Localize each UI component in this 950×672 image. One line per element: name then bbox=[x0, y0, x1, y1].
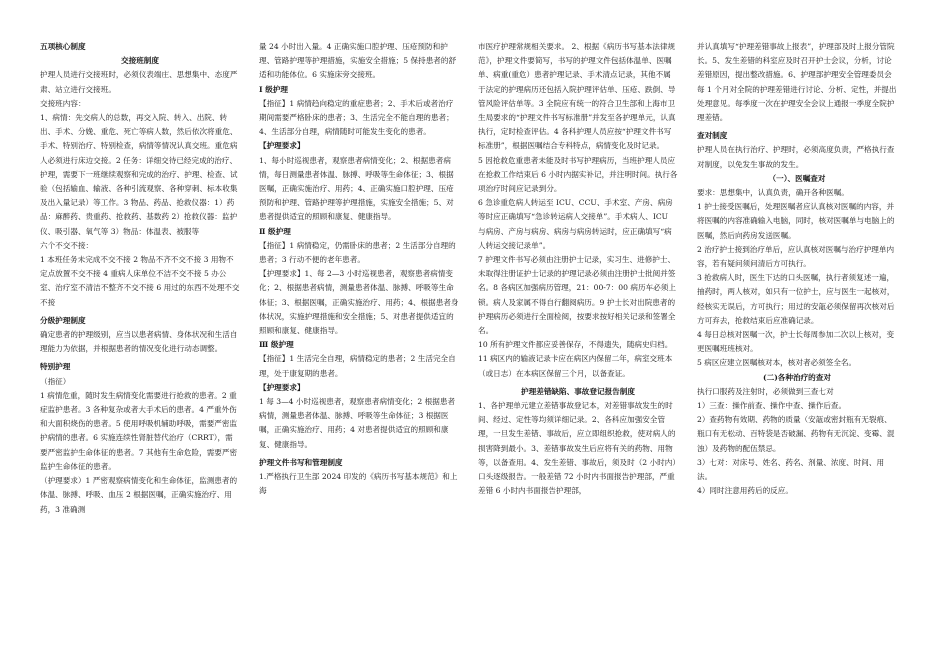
paragraph: 5 病区应建立医嘱核对本，核对者必须签全名。 bbox=[697, 358, 857, 368]
paragraph: 5 因抢救危重患者未能及时书写护理病历，当班护理人员应在抢救工作结束后 6 小时内据实补记，并注明时间。执行各项治疗时间应记录到分。 bbox=[478, 155, 678, 194]
paragraph: 1、病情：先交病人的总数，再交入院、转入、出院、转出、手术、分娩、重危、死亡等病人数，然后依次将重危、手术、特别治疗、特别检查，病情等情况认真交班。重危病人必须进行床边交接。2 任务：详细交待已经完成的治疗、护理，需要下一班继续观察和完成的治疗、护理、检查、试验（包括输血、输液、各种引流观察、各种穿刺、标本收集及出入量记录）等工作。3 物品、药品、抢救仪器：1）药品：麻醉药、贵重药、抢救药、基数药 2）抢救仪器：监护仪、吸引器、氧气等 3）物品：体温表、被服等 bbox=[40, 113, 238, 236]
section-heading: （一）、医嘱查对 bbox=[768, 173, 826, 183]
section-heading: (二)各种治疗的查对 bbox=[763, 372, 831, 382]
paragraph: 【指征】1 病情趋向稳定的重症患者；2、手术后或者治疗期间需要严格卧床的患者；3、生活完全不能自理的患者；4、生活部分自理，病情随时可能发生变化的患者。 bbox=[259, 98, 454, 137]
paragraph: 2 治疗护士接到治疗单后，应认真核对医嘱与治疗护理单内容，若有疑问须问清后方可执行。 bbox=[697, 244, 895, 269]
paragraph: 1）三查：操作前查、操作中查、操作后查。 bbox=[697, 401, 847, 411]
section-heading: 分级护理制度 bbox=[40, 315, 86, 325]
paragraph: 1.严格执行卫生部 2024 印发的《病历书写基本规范》和上海 bbox=[259, 472, 458, 496]
paragraph: 4）同时注意用药后的反应。 bbox=[697, 486, 793, 496]
paragraph: 市医疗护理常规相关要求。 2、根据《病历书写基本法律规范》，护理文件要简写，书写的护理文件包括体温单、医嘱单、病重(重危）患者护理记录、手术清点记录，其他不属于法定的护理病历还包括入院护理评估单、压疮、跌倒、导管风险评估单等。3 全院应有统一的符合卫生部和上海市卫生局要求的“护理文件书写标准册”并发至各护理单元，认真执行，定时检查评估。4 各科护理人员应按“护理文件书写标准册”，根据医嘱结合专科特点，病情变化及时记录。 bbox=[478, 42, 676, 151]
paragraph: 交接班内容： bbox=[40, 98, 86, 108]
paragraph: 1、每小时巡视患者，观察患者病情变化；2、根据患者病情，每日测量患者体温、脉搏、呼吸等生命体征；3、根据医嘱，正确实施治疗、用药；4、正确实施口腔护理、压疮预防和护理、管路护理等护理措施，实施安全措施；5、对患者提供适宜的照顾和康复、健康指导。 bbox=[259, 155, 454, 222]
section-heading: 特别护理 bbox=[40, 362, 71, 372]
column-2 bbox=[259, 40, 459, 499]
section-heading: 查对制度 bbox=[697, 131, 728, 141]
paragraph: 【指征】1 病情稳定，仍需卧床的患者；2 生活部分自理的患者；3 行动不便的老年患者。 bbox=[259, 240, 456, 265]
paragraph: 六个不交不接： bbox=[40, 240, 94, 250]
column-4 bbox=[697, 40, 897, 499]
paragraph: 1 病情危重，随时发生病情变化需要进行抢救的患者。2 重症监护患者。3 各种复杂或者大手术后的患者。4 严重外伤和大面积烧伤的患者。5 使用呼吸机辅助呼吸，需要严密监护病情的患者。6 实施连续性肾脏替代治疗（CRRT），需要严密监护生命体征的患者。7 其他有生命危险，需要严密监护生命体征的患者。 bbox=[40, 390, 238, 471]
paragraph: 护理人员在执行治疗、护理时，必须高度负责，严格执行查对制度，以免发生事故的发生。 bbox=[697, 145, 895, 169]
section-heading: Ⅲ 级护理 bbox=[259, 340, 294, 350]
column-1 bbox=[40, 40, 240, 517]
paragraph: 10 所有护理文件都应妥善保存，不得遗失，随病史归档。 bbox=[478, 340, 673, 350]
section-heading: 五项核心制度 bbox=[40, 42, 86, 51]
paragraph: 7 护理文件书写必须由注册护士记录，实习生、进修护士、未取得注册证护士记录的护理记录必须由注册护士批阅并签名。8 各病区加强病历管理，21：00-7：00 病历车必须上锁。病人及家属不得自行翻阅病历。9 护士长对出院患者的护理病历必须进行全面检阅，按要求按好相关记录和签署全名。 bbox=[478, 255, 676, 336]
section-heading: 【护理要求】 bbox=[259, 141, 305, 151]
paragraph: 护理人员进行交接班时，必须仪表端庄、思想集中、态度严肃、站立进行交接班。 bbox=[40, 70, 238, 94]
section-heading: 【护理要求】 bbox=[259, 382, 305, 392]
paragraph: 执行口服药及注射时，必须做到三查七对 bbox=[697, 386, 834, 396]
paragraph: 并认真填写“护理差错事故上报表”，护理部及时上报分管院长。5、发生差错的科室应及时召开护士会议，分析，讨论差错原因，提出整改措施。6、护理部护理安全管理委员会每 1 个月对全院的护理差错进行讨论、分析、定性，并提出处理意见。每季度一次在护理安全会议上通报一季度全院护理差错。 bbox=[697, 42, 897, 123]
section-heading: Ⅱ 级护理 bbox=[259, 226, 291, 236]
paragraph: 3 抢救病人时，医生下达的口头医嘱，执行者须复述一遍，抽药时，两人核对，如只有一位护士，应与医生一起核对，经核实无误后，方可执行；用过的安瓿必须保留再次核对后方可弃去，抢救结束后应准确记录。 bbox=[697, 273, 895, 325]
paragraph: 【指征】1 生活完全自理，病情稳定的患者；2 生活完全自理，处于康复期的患者。 bbox=[259, 354, 456, 378]
paragraph: 1、各护理单元建立差错事故登记本，对差错事故发生的时间、经过、定性等均须详细记录。2、各科应加强安全管理，一旦发生差错、事故后，应立即组织抢救，使对病人的损害降到最小。3、差错事故发生后应将有关的药物、用物等，以备查用。4、发生差错、事故后，须及时（2 小时内）口头逐级报告。一般差错 72 小时内书面报告护理部，严重差错 6 小时内书面报告护理部， bbox=[478, 401, 677, 496]
paragraph: 1 护士接受医嘱后，处理医嘱者应认真核对医嘱的内容，并将医嘱的内容准确输入电脑，同时，核对医嘱单与电脑上的医嘱，然后向药房发送医嘱。 bbox=[697, 202, 895, 240]
paragraph: 6 急诊重危病人转运至 ICU、CCU、手术室、产房、病房等时应正确填写“急诊转运病人交接单”。手术病人、ICU 与病房、产房与病房、病房与病房转运时，应正确填写“病人转运交接记录单”。 bbox=[478, 198, 673, 250]
paragraph: 【护理要求】1、每 2—3 小时巡视患者，观察患者病情变化；2、根据患者病情，测量患者体温、脉搏、呼吸等生命体征；3、根据医嘱，正确实施治疗、用药；4、根据患者身体状况，实施护理措施和安全措施；5、对患者提供适宜的照顾和康复、健康指导。 bbox=[259, 269, 459, 336]
paragraph: 11 病区内的输液记录卡应在病区内保留二年，病室交班本（或日志）在本病区保留三个月，以备查证。 bbox=[478, 354, 673, 378]
paragraph: 2）查药物有效期、药物的质量（安瓿或密封瓶有无裂痕、瓶口有无松动、百特袋是否破漏、药物有无沉淀、变霉、混浊）及药物的配伍禁忌。 bbox=[697, 415, 895, 453]
paragraph: （护理要求）1 严密观察病情变化和生命体征，监测患者的体温、脉搏、呼吸、血压 2 根据医嘱，正确实施治疗、用药，3 准确测 bbox=[40, 476, 238, 514]
paragraph: 1 每 3—4 小时巡视患者，观察患者病情变化；2 根据患者病情，测量患者体温、脉搏、呼吸等生命体征；3 根据医嘱，正确实施治疗、用药；4 对患者提供适宜的照顾和康复、健康指导。 bbox=[259, 397, 456, 449]
section-heading: 护理差错缺陷、事故登记报告制度 bbox=[521, 386, 635, 396]
paragraph: 1 本班任务未完成不交不接 2 物品不齐不交不接 3 用物不定点放置不交不接 4 重病人床单位不洁不交不接 5 办公室、治疗室不清洁不整齐不交不接 6 用过的东西不处理不交不接 bbox=[40, 255, 240, 307]
section-heading: 交接班制度 bbox=[121, 56, 159, 66]
paragraph: 量 24 小时出入量。4 正确实施口腔护理、压疮预防和护理、管路护理等护理措施，实施安全措施；5 保持患者的舒适和功能体位。6 实施床旁交接班。 bbox=[259, 42, 457, 80]
paragraph: （指征） bbox=[40, 376, 71, 386]
section-heading: 护理文件书写和管理制度 bbox=[259, 457, 343, 467]
paragraph: 3）七对：对床号、姓名、药名、剂量、浓度、时间、用法。 bbox=[697, 457, 885, 482]
column-3 bbox=[478, 40, 678, 499]
paragraph: 要求：思想集中，认真负责，确开各种医嘱。 bbox=[697, 188, 849, 198]
section-heading: Ⅰ 级护理 bbox=[259, 84, 288, 94]
paragraph: 4 每日总核对医嘱一次，护士长每周参加二次以上核对，变更医嘱班班核对。 bbox=[697, 330, 895, 354]
paragraph: 确定患者的护理级别，应当以患者病情、身体状况和生活自理能力为依据，并根据患者的情况变化进行动态调整。 bbox=[40, 330, 238, 354]
